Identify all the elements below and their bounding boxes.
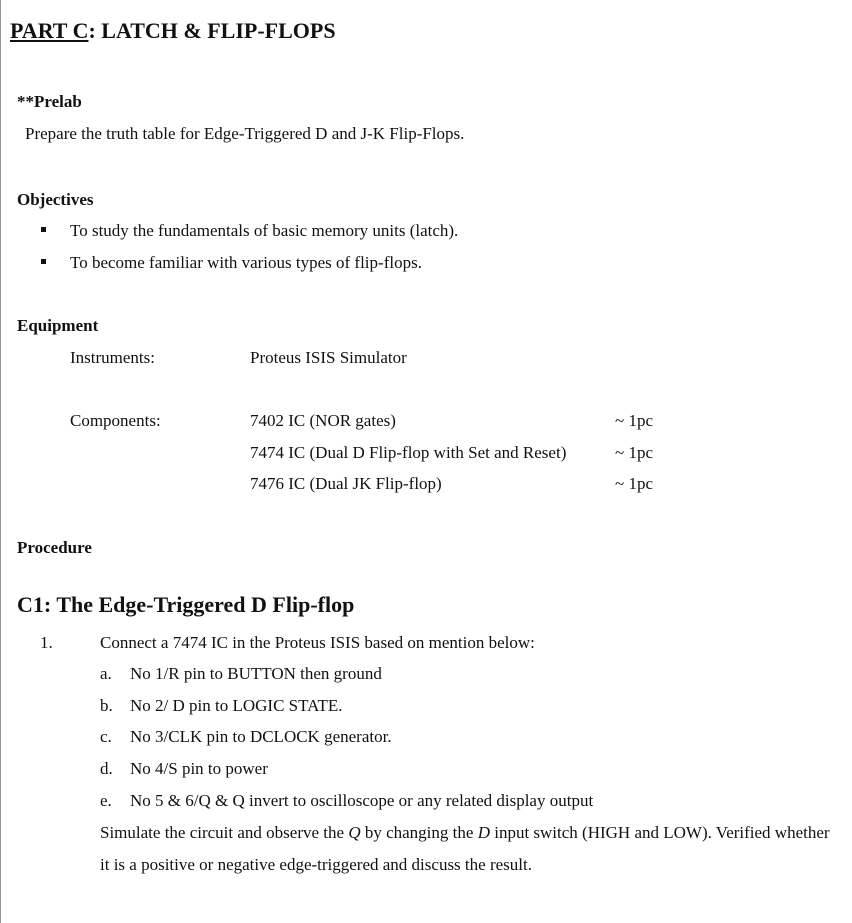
component-qty: ~ 1pc: [615, 443, 653, 462]
title-part: PART C: [10, 18, 89, 43]
procedure-paragraph: [100, 817, 840, 881]
para-text: input switch (HIGH and LOW). Verified whether it is a positive or negative edge-triggered and discuss the result.: [100, 823, 830, 874]
objectives-heading: Objectives: [17, 190, 94, 209]
substep-text: No 4/S pin to power: [130, 759, 268, 778]
objective-item-1: To study the fundamentals of basic memory units (latch).: [70, 221, 459, 240]
para-q-symbol: Q: [348, 823, 361, 842]
page-left-border: [0, 0, 1, 923]
title-rest: : LATCH & FLIP-FLOPS: [88, 18, 336, 43]
component-qty: ~ 1pc: [615, 474, 653, 493]
equipment-heading: Equipment: [17, 316, 99, 335]
para-text: Simulate the circuit and observe the: [100, 823, 349, 842]
component-name: 7402 IC (NOR gates): [250, 411, 396, 430]
para-d-symbol: D: [477, 823, 490, 842]
components-label: Components:: [70, 411, 161, 430]
substep-text: No 1/R pin to BUTTON then ground: [130, 664, 382, 683]
prelab-heading: **Prelab: [17, 92, 82, 111]
instruments-label: Instruments:: [70, 348, 155, 367]
procedure-heading: Procedure: [17, 538, 92, 557]
para-text: by changing the: [360, 823, 478, 842]
instruments-value: Proteus ISIS Simulator: [250, 348, 407, 367]
substep-letter: d.: [100, 759, 113, 778]
page-title: [10, 18, 336, 44]
substep-letter: c.: [100, 727, 112, 746]
component-name: 7474 IC (Dual D Flip-flop with Set and Reset): [250, 443, 567, 462]
bullet-icon: [41, 259, 46, 264]
bullet-icon: [41, 227, 46, 232]
section-title-c1: C1: The Edge-Triggered D Flip-flop: [17, 592, 355, 617]
substep-text: No 5 & 6/Q & Q invert to oscilloscope or any related display output: [130, 791, 594, 810]
substep-text: No 2/ D pin to LOGIC STATE.: [130, 696, 343, 715]
objective-item-2: To become familiar with various types of flip-flops.: [70, 253, 422, 272]
substep-text: No 3/CLK pin to DCLOCK generator.: [130, 727, 392, 746]
substep-letter: a.: [100, 664, 112, 683]
component-name: 7476 IC (Dual JK Flip-flop): [250, 474, 442, 493]
step-number: 1.: [40, 633, 53, 652]
step-text: Connect a 7474 IC in the Proteus ISIS based on mention below:: [100, 633, 535, 652]
component-qty: ~ 1pc: [615, 411, 653, 430]
substep-letter: b.: [100, 696, 113, 715]
substep-letter: e.: [100, 791, 112, 810]
prelab-text: Prepare the truth table for Edge-Triggered D and J-K Flip-Flops.: [25, 124, 465, 143]
